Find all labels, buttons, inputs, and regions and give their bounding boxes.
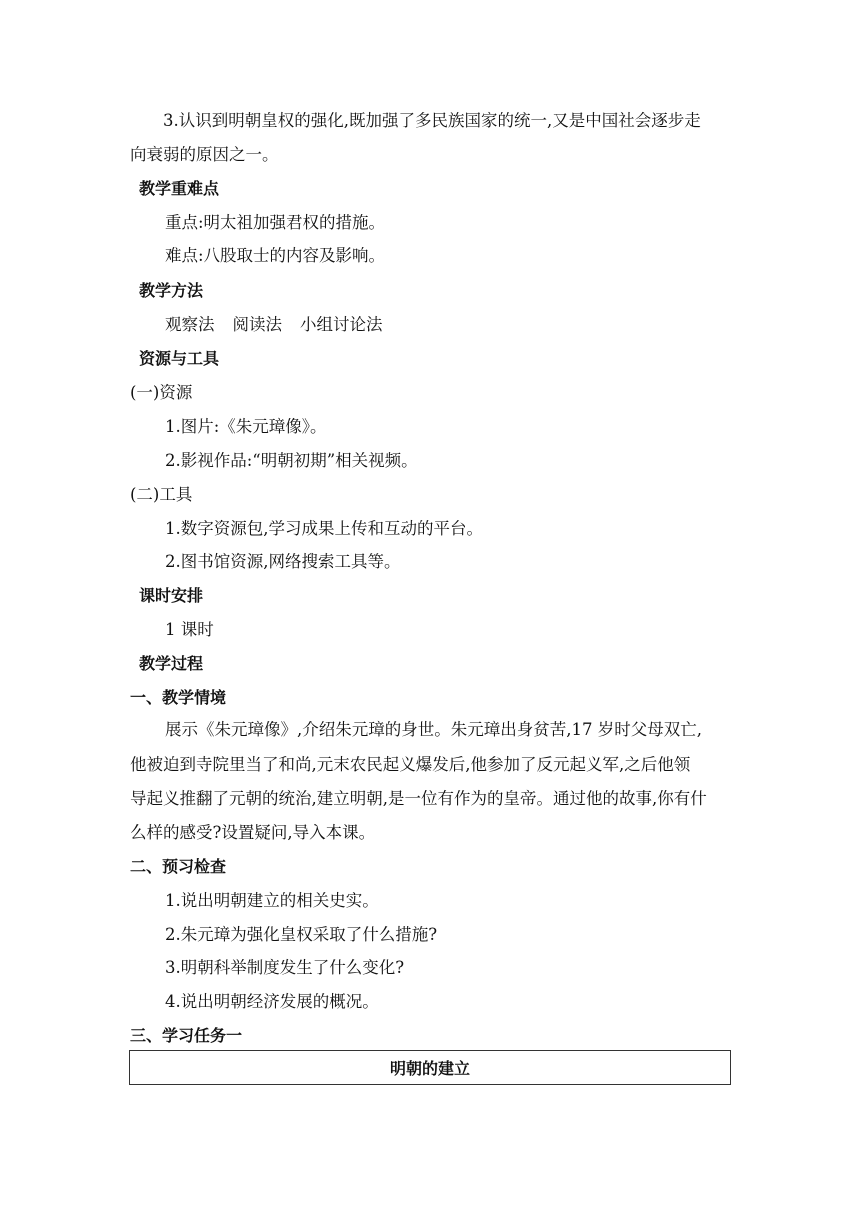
section-2-title: 二、预习检查 bbox=[130, 857, 227, 876]
objective-3-line-2: 向衰弱的原因之一。 bbox=[130, 145, 279, 164]
methods-heading: 教学方法 bbox=[139, 281, 204, 300]
section-1-paragraph-line: 展示《朱元璋像》,介绍朱元璋的身世。朱元璋出身贫苦,17 岁时父母双亡, bbox=[165, 720, 702, 739]
preview-question: 4.说出明朝经济发展的概况。 bbox=[165, 992, 379, 1011]
resource-item: 1.图片:《朱元璋像》。 bbox=[165, 417, 327, 436]
resource-item: 2.影视作品:“明朝初期”相关视频。 bbox=[165, 451, 418, 470]
preview-question: 2.朱元璋为强化皇权采取了什么措施? bbox=[165, 925, 438, 944]
preview-question: 3.明朝科举制度发生了什么变化? bbox=[165, 958, 405, 977]
method-item: 阅读法 bbox=[232, 315, 282, 334]
resources-heading: 资源与工具 bbox=[139, 349, 220, 368]
key-point-difficulty: 难点:八股取士的内容及影响。 bbox=[165, 246, 386, 265]
schedule-value: 1 课时 bbox=[165, 620, 214, 639]
schedule-heading: 课时安排 bbox=[139, 586, 204, 605]
preview-question: 1.说出明朝建立的相关史实。 bbox=[165, 891, 379, 910]
objective-3-line-1: 3.认识到明朝皇权的强化,既加强了多民族国家的统一,又是中国社会逐步走 bbox=[163, 111, 701, 130]
resources-subheading: (一)资源 bbox=[130, 383, 193, 402]
key-points-heading: 教学重难点 bbox=[139, 179, 220, 198]
section-1-paragraph-line: 导起义推翻了元朝的统治,建立明朝,是一位有作为的皇帝。通过他的故事,你有什 bbox=[130, 789, 707, 808]
section-1-paragraph-line: 他被迫到寺院里当了和尚,元末农民起义爆发后,他参加了反元起义军,之后他领 bbox=[130, 755, 691, 774]
task-table-header: 明朝的建立 bbox=[389, 1059, 470, 1078]
tool-item: 2.图书馆资源,网络搜索工具等。 bbox=[165, 552, 401, 571]
tools-subheading: (二)工具 bbox=[130, 485, 193, 504]
task-table bbox=[129, 1050, 731, 1085]
section-1-title: 一、教学情境 bbox=[130, 688, 227, 707]
tool-item: 1.数字资源包,学习成果上传和互动的平台。 bbox=[165, 519, 483, 538]
section-3-title: 三、学习任务一 bbox=[130, 1026, 243, 1045]
key-point-focus: 重点:明太祖加强君权的措施。 bbox=[165, 213, 386, 232]
methods-list bbox=[165, 314, 383, 336]
method-item: 小组讨论法 bbox=[300, 315, 383, 334]
process-heading: 教学过程 bbox=[139, 654, 204, 673]
method-item: 观察法 bbox=[165, 315, 215, 334]
section-1-paragraph-line: 么样的感受?设置疑问,导入本课。 bbox=[130, 823, 376, 842]
